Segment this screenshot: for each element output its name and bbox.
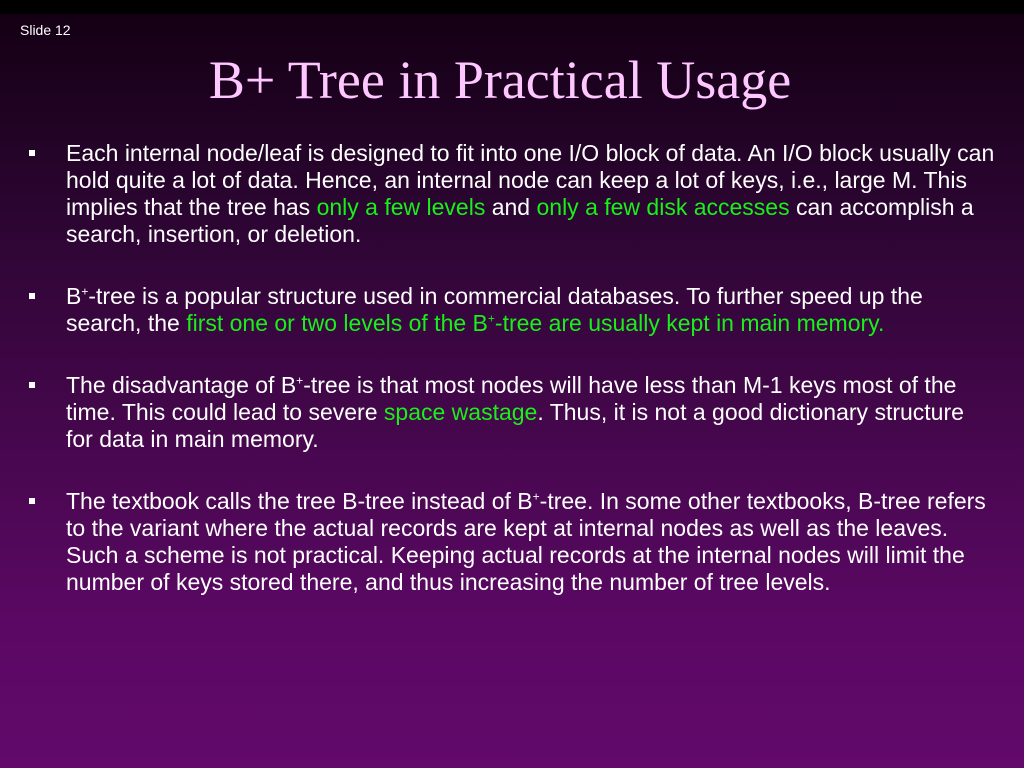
bullet-text: -tree is that most nodes will have less than M-1 keys most of the time. This could lead to severe xyxy=(66,372,957,425)
bullet-text: The textbook calls the tree B-tree instead of B xyxy=(66,488,533,514)
superscript: + xyxy=(296,373,304,388)
bullet-item xyxy=(26,140,996,248)
highlight-text: only a few disk accesses xyxy=(536,194,790,220)
highlight-text: only a few levels xyxy=(316,194,486,220)
bullet-item xyxy=(26,372,996,453)
bullet-text: Each internal node/leaf is designed to fit into one I/O block of data. An I/O block usually can hold quite a lot of data. Hence, an internal node can keep a lot of keys, i.e., large M. This implies that the tree has xyxy=(66,140,995,220)
bullet-text: can accomplish a search, insertion, or deletion. xyxy=(66,194,974,247)
bullet-list xyxy=(26,140,996,631)
bullet-square-icon xyxy=(29,150,35,156)
bullet-square-icon xyxy=(29,498,35,504)
bullet-text: The disadvantage of B xyxy=(66,372,297,398)
bullet-text: . Thus, it is not a good dictionary structure for data in main memory. xyxy=(66,399,964,452)
bullet-item xyxy=(26,283,996,337)
bullet-square-icon xyxy=(29,382,35,388)
superscript: + xyxy=(81,284,89,299)
bullet-item xyxy=(26,488,996,596)
highlight-text: -tree are usually kept in main memory. xyxy=(494,310,885,336)
slide-title: B+ Tree in Practical Usage xyxy=(208,50,792,110)
bullet-text: and xyxy=(485,194,537,220)
highlight-text: space wastage xyxy=(383,399,538,425)
slide-number: Slide 12 xyxy=(20,22,71,38)
bullet-text: -tree is a popular structure used in commercial databases. To further speed up the search, the xyxy=(66,283,923,336)
slide xyxy=(0,14,1024,768)
bullet-text: -tree. In some other textbooks, B-tree refers to the variant where the actual records are kept at internal nodes as well as the leaves. Such a scheme is not practical. Keeping actual records at the internal nodes will limit the number of keys stored there, and thus increasing the number of tree levels. xyxy=(66,488,986,595)
highlight-text: first one or two levels of the B xyxy=(186,310,488,336)
bullet-text: B xyxy=(66,283,82,309)
superscript: + xyxy=(532,489,540,504)
superscript: + xyxy=(487,311,495,326)
bullet-square-icon xyxy=(29,293,35,299)
